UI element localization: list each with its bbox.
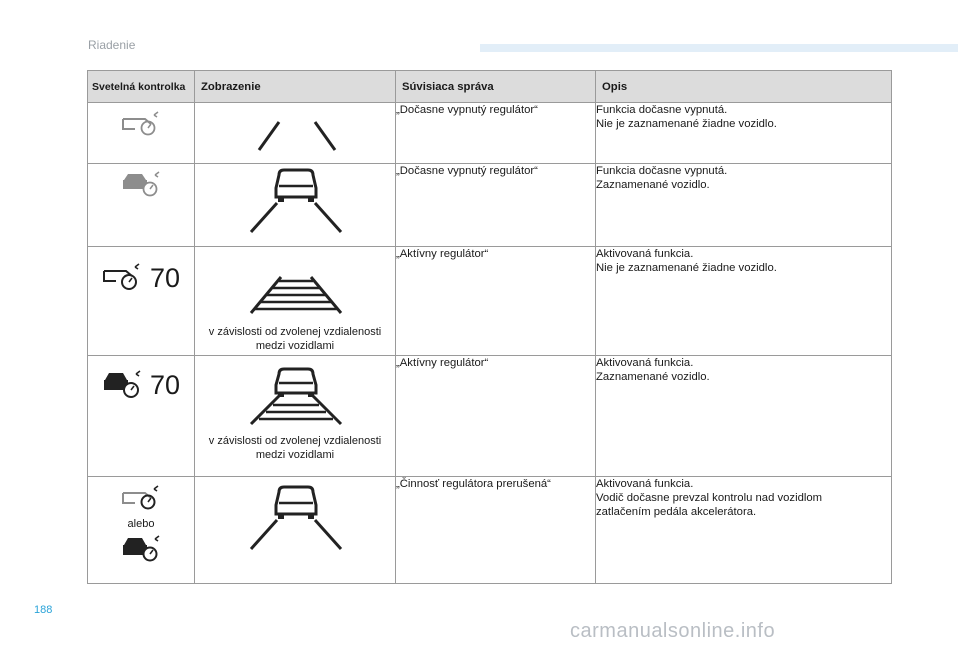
cruise-car-active-icon bbox=[102, 370, 142, 400]
description-line: zatlačením pedála akcelerátora. bbox=[596, 506, 757, 518]
alternative-label: alebo bbox=[127, 518, 155, 530]
description-line: Nie je zaznamenané žiadne vozidlo. bbox=[596, 118, 777, 130]
lane-distance-bars-icon bbox=[195, 267, 395, 319]
display-cell bbox=[195, 247, 396, 356]
description-cell bbox=[596, 164, 892, 247]
lane-car-icon bbox=[195, 481, 395, 559]
message-cell: „Dočasne vypnutý regulátor“ bbox=[396, 103, 596, 164]
set-speed-value: 70 bbox=[149, 263, 181, 293]
description-cell bbox=[596, 356, 892, 477]
distance-note-line: v závislosti od zvolenej vzdialenosti bbox=[208, 326, 382, 338]
display-cell bbox=[195, 477, 396, 584]
lane-car-icon bbox=[195, 164, 395, 242]
distance-note-line: v závislosti od zvolenej vzdialenosti bbox=[208, 435, 382, 447]
table-row bbox=[88, 103, 892, 164]
table-header-row bbox=[88, 71, 892, 103]
display-cell bbox=[195, 356, 396, 477]
lamp-cell bbox=[88, 164, 195, 247]
lamp-cell bbox=[88, 356, 195, 477]
table-row bbox=[88, 356, 892, 477]
description-line: Vodič dočasne prevzal kontrolu nad vozidlom bbox=[596, 492, 823, 504]
cruise-gauge-active-icon bbox=[121, 485, 161, 511]
description-cell bbox=[596, 477, 892, 584]
description-line: Funkcia dočasne vypnutá. bbox=[596, 104, 728, 116]
column-header-description: Opis bbox=[596, 71, 892, 103]
display-cell bbox=[195, 164, 396, 247]
distance-note bbox=[195, 434, 395, 462]
description-line: Zaznamenané vozidlo. bbox=[596, 179, 710, 191]
cruise-car-active-icon bbox=[121, 535, 161, 563]
message-cell: „Činnosť regulátora prerušená“ bbox=[396, 477, 596, 584]
lane-car-distance-bars-icon bbox=[195, 366, 395, 428]
description-line: Zaznamenané vozidlo. bbox=[596, 371, 710, 383]
lane-lines-icon bbox=[195, 103, 395, 159]
description-line: Nie je zaznamenané žiadne vozidlo. bbox=[596, 262, 777, 274]
column-header-message: Súvisiaca správa bbox=[396, 71, 596, 103]
cruise-car-grey-icon bbox=[121, 171, 161, 197]
cruise-gauge-outline-icon bbox=[121, 111, 161, 137]
lamp-cell bbox=[88, 477, 195, 584]
description-line: Aktivovaná funkcia. bbox=[596, 248, 694, 260]
column-header-lamp: Svetelná kontrolka bbox=[88, 71, 195, 103]
set-speed-value: 70 bbox=[149, 370, 181, 400]
cruise-control-table bbox=[87, 70, 892, 584]
description-cell bbox=[596, 247, 892, 356]
cruise-gauge-active-icon bbox=[102, 263, 142, 293]
description-line: Aktivovaná funkcia. bbox=[596, 478, 694, 490]
lamp-cell bbox=[88, 103, 195, 164]
display-cell bbox=[195, 103, 396, 164]
column-header-display: Zobrazenie bbox=[195, 71, 396, 103]
distance-note-line: medzi vozidlami bbox=[255, 449, 335, 461]
table-row bbox=[88, 477, 892, 584]
watermark: carmanualsonline.info bbox=[570, 620, 776, 642]
distance-note-line: medzi vozidlami bbox=[255, 340, 335, 352]
table-row bbox=[88, 247, 892, 356]
section-title: Riadenie bbox=[88, 38, 136, 52]
distance-note bbox=[195, 325, 395, 353]
description-line: Aktivovaná funkcia. bbox=[596, 357, 694, 369]
description-line: Funkcia dočasne vypnutá. bbox=[596, 165, 728, 177]
lamp-cell bbox=[88, 247, 195, 356]
message-cell: „Aktívny regulátor“ bbox=[396, 356, 596, 477]
header-bar bbox=[480, 44, 958, 52]
table-row bbox=[88, 164, 892, 247]
message-cell: „Aktívny regulátor“ bbox=[396, 247, 596, 356]
message-cell: „Dočasne vypnutý regulátor“ bbox=[396, 164, 596, 247]
description-cell bbox=[596, 103, 892, 164]
page-number: 188 bbox=[34, 604, 53, 616]
